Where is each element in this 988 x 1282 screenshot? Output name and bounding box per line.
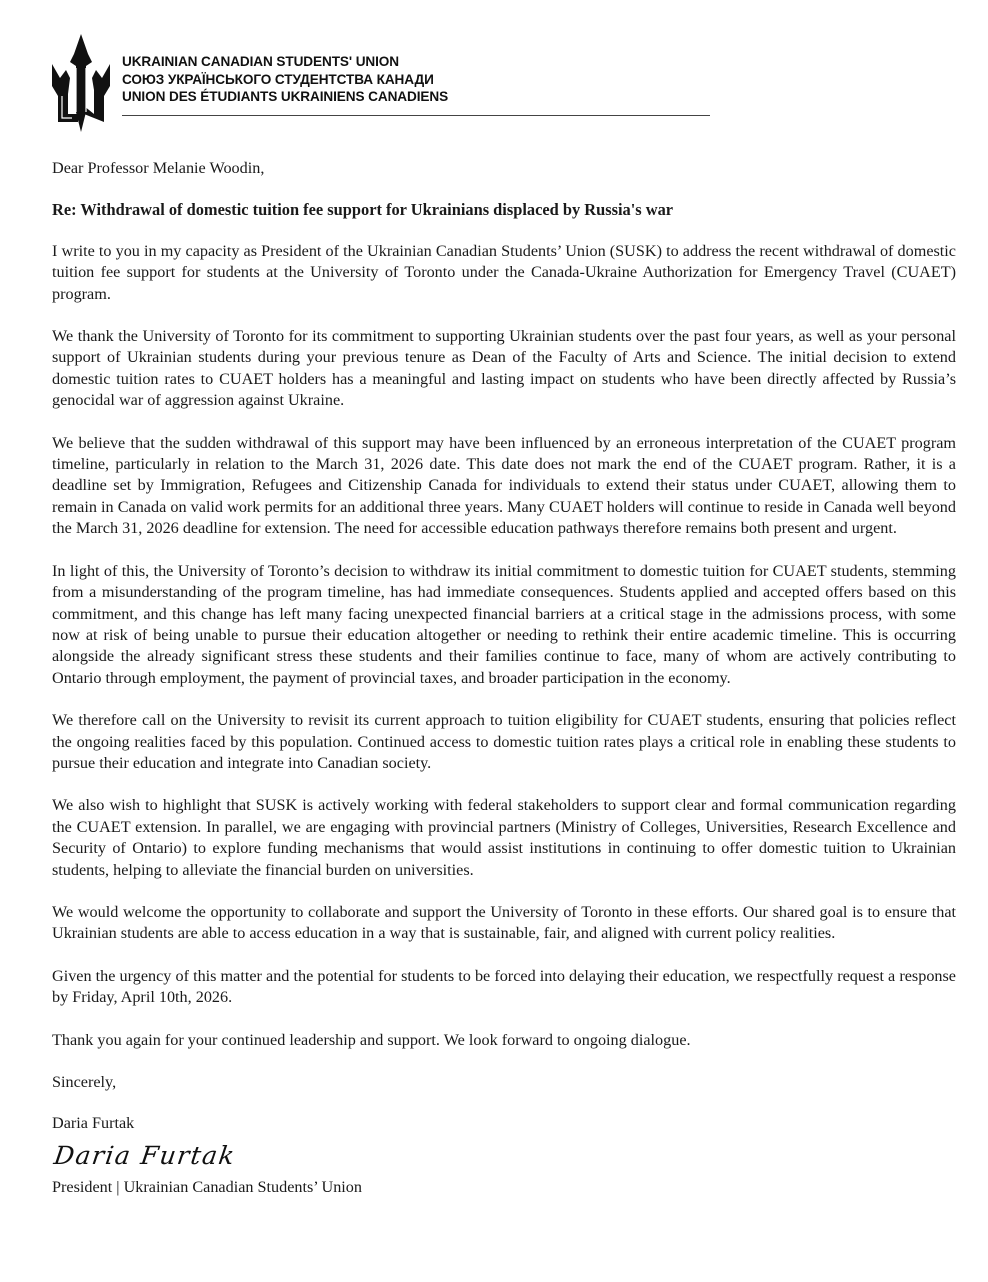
paragraph-call-to-action: We therefore call on the University to revisit its current approach to tuition eligibility for CUAET students, ensuring that policies reflect the ongoing realities faced by this population. Continued access to domestic tuition rates plays a critical role in enabling these students to pursue their education and integrate into Canadian society. bbox=[52, 711, 956, 772]
paragraph-thanks: We thank the University of Toronto for its commitment to supporting Ukrainian students over the past four years, as well as your personal support of Ukrainian students during your previous tenure as Dean of the Faculty of Arts and Science. The initial decision to extend domestic tuition rates to CUAET holders has a meaningful and lasting impact on students who have been directly affected by Russia’s genocidal war of aggression against Ukraine. bbox=[52, 327, 956, 410]
letter-body bbox=[52, 158, 956, 1198]
susk-trident-logo-icon bbox=[52, 34, 110, 132]
paragraph-collaboration: We would welcome the opportunity to collaborate and support the University of Toronto in these efforts. Our shared goal is to ensure that Ukrainian students are able to access education in a way that is sustainable, fair, and aligned with current policy realities. bbox=[52, 902, 956, 943]
subject-line: Re: Withdrawal of domestic tuition fee support for Ukrainians displaced by Russia's war bbox=[52, 200, 674, 220]
handwritten-signature: Daria Furtak bbox=[52, 1140, 238, 1170]
paragraph-timeline-clarification: We believe that the sudden withdrawal of this support may have been influenced by an erroneous interpretation of the CUAET program timeline, particularly in relation to the March 31, 2026 date. This date does not mark the end of the CUAET program. Rather, it is a deadline set by Immigration, Refugees and Citizenship Canada for individuals to extend their status under CUAET, allowing them to remain in Canada on valid work permits for an additional three years. Many CUAET holders will continue to reside in Canada well beyond the March 31, 2026 deadline for extension. The need for accessible education pathways therefore remains both present and urgent. bbox=[52, 433, 956, 538]
letterhead bbox=[0, 0, 988, 140]
org-name-ukrainian: СОЮЗ УКРАЇНСЬКОГО СТУДЕНТСТВА КАНАДИ bbox=[122, 71, 434, 87]
paragraph-introduction: I write to you in my capacity as President of the Ukrainian Canadian Students’ Union (SUSK) to address the recent withdrawal of domestic tuition fee support for students at the University of Toronto under the Canada-Ukraine Authorization for Emergency Travel (CUAET) program. bbox=[52, 241, 956, 303]
signer-title: President | Ukrainian Canadian Students’ Union bbox=[52, 1177, 362, 1196]
closing: Sincerely, bbox=[52, 1073, 117, 1091]
salutation: Dear Professor Melanie Woodin, bbox=[52, 159, 265, 177]
org-name-french: UNION DES ÉTUDIANTS UKRAINIENS CANADIENS bbox=[122, 89, 449, 104]
paragraph-stakeholder-work: We also wish to highlight that SUSK is actively working with federal stakeholders to support clear and formal communication regarding the CUAET extension. In parallel, we are engaging with provincial partners (Ministry of Colleges, Universities, Research Excellence and Security of Ontario) to explore funding mechanisms that would assist institutions in continuing to offer domestic tuition to Ukrainian students, helping to alleviate the financial burden on universities. bbox=[52, 796, 956, 879]
paragraph-consequences: In light of this, the University of Toronto’s decision to withdraw its initial commitment to domestic tuition for CUAET students, stemming from a misunderstanding of the program timeline, has had immediate consequences. Students applied and accepted offers based on this commitment, and this change has left many facing unexpected financial barriers at a critical stage in the admissions process, with some now at risk of being unable to pursue their education altogether or needing to rethink their entire academic timeline. This is occurring alongside the already significant stress these students and their families continue to face, many of whom are actively contributing to Ontario through employment, the payment of provincial taxes, and broader participation in the economy. bbox=[52, 561, 956, 687]
signer-name: Daria Furtak bbox=[52, 1114, 135, 1133]
paragraph-thank-you: Thank you again for your continued leadership and support. We look forward to ongoing dialogue. bbox=[52, 1030, 691, 1049]
paragraph-response-request: Given the urgency of this matter and the potential for students to be forced into delaying their education, we respectfully request a response by Friday, April 10th, 2026. bbox=[52, 966, 956, 1007]
organization-names bbox=[122, 53, 448, 106]
letterhead-divider bbox=[122, 115, 710, 116]
org-name-english: UKRAINIAN CANADIAN STUDENTS' UNION bbox=[122, 54, 399, 69]
